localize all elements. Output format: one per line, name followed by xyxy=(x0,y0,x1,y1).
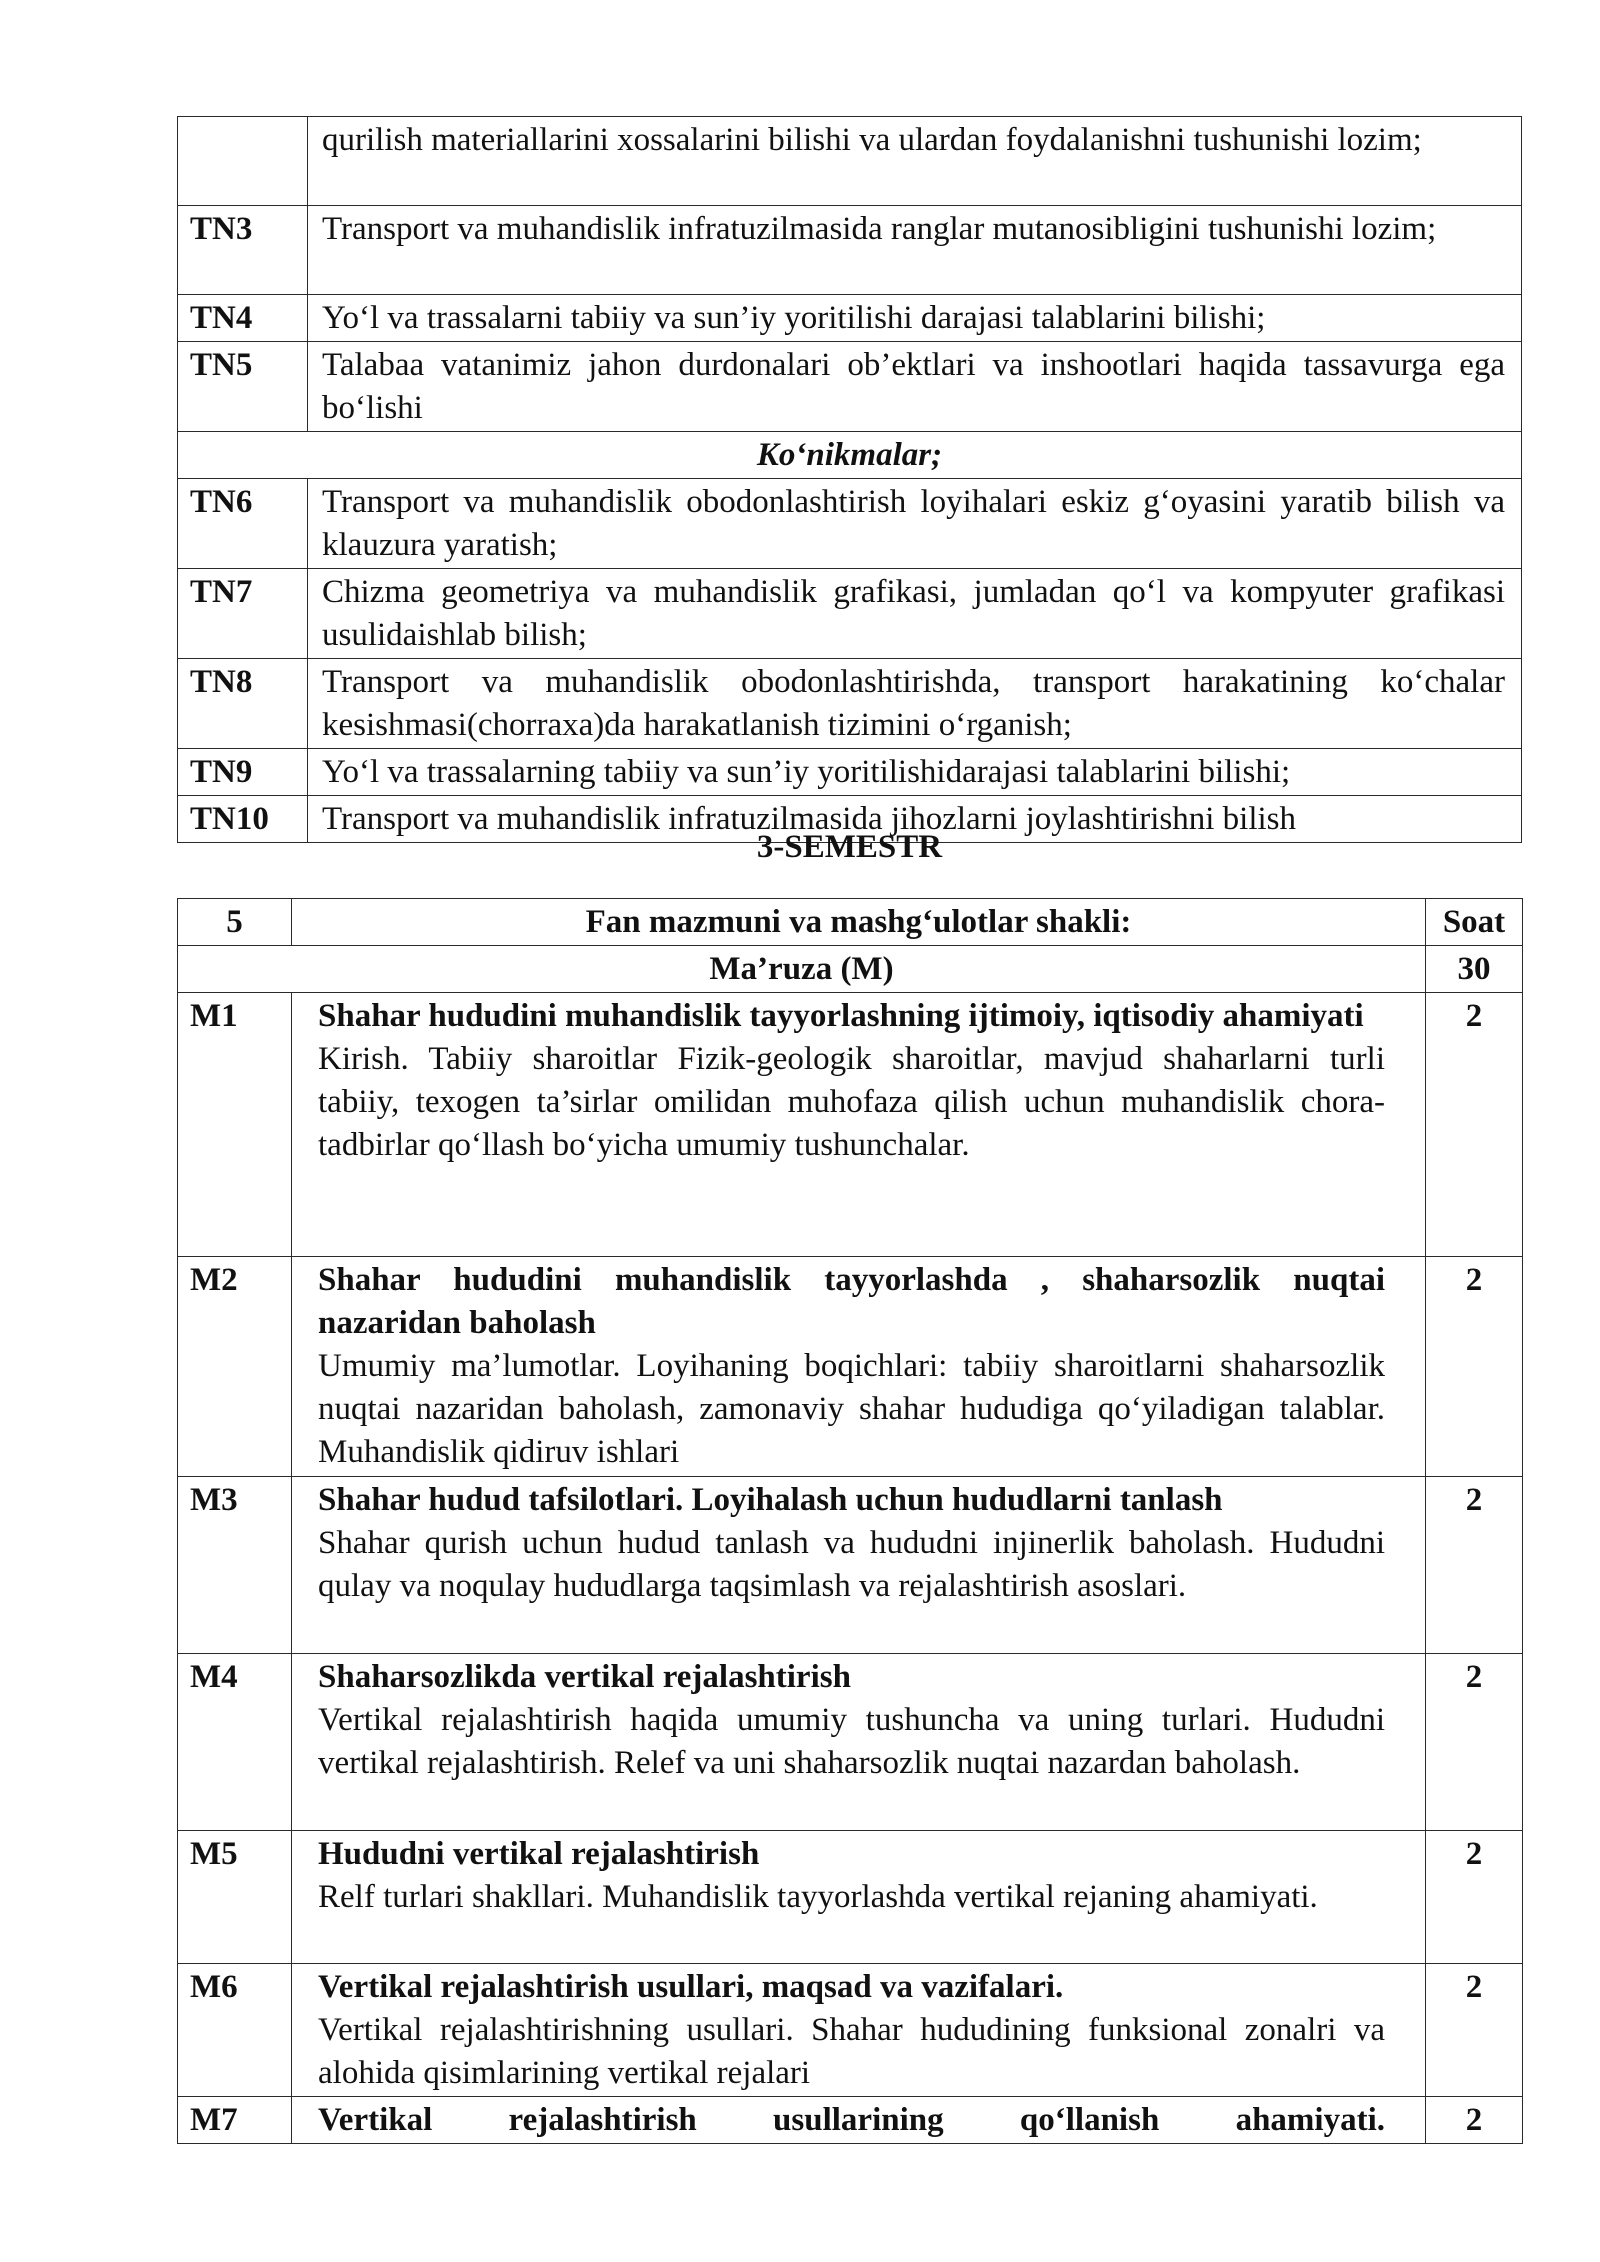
header-content: Fan mazmuni va mashg‘ulotlar shakli: xyxy=(292,899,1426,946)
lecture-title: Shahar hududini muhandislik tayyorlashda , shaharsozlik nuqtai nazaridan baholash xyxy=(318,1262,1385,1341)
lecture-cell xyxy=(292,993,1426,1257)
outcome-code: TN5 xyxy=(178,342,308,432)
outcome-code: TN3 xyxy=(178,206,308,295)
header-hours: Soat xyxy=(1426,899,1523,946)
table-row xyxy=(178,659,1522,749)
lecture-hours: 2 xyxy=(1426,1654,1523,1831)
table-row xyxy=(178,117,1522,206)
lecture-body: Vertikal rejalashtirish haqida umumiy tushuncha va uning turlari. Hududni vertikal rejalashtirish. Relef va uni shaharsozlik nuqtai nazardan baholash. xyxy=(318,1702,1385,1781)
lecture-title: Shahar hudud tafsilotlari. Loyihalash uchun hududlarni tanlash xyxy=(318,1482,1223,1518)
outcome-code: TN6 xyxy=(178,479,308,569)
outcome-code: TN9 xyxy=(178,749,308,796)
lecture-title: Hududni vertikal rejalashtirish xyxy=(318,1836,760,1872)
outcome-text: Yo‘l va trassalarning tabiiy va sun’iy yoritilishidarajasi talablarini bilishi; xyxy=(308,749,1522,796)
outcome-text: Yo‘l va trassalarni tabiiy va sun’iy yoritilishi darajasi talablarini bilishi; xyxy=(308,295,1522,342)
lecture-hours: 2 xyxy=(1426,993,1523,1257)
lecture-code: M5 xyxy=(178,1831,292,1964)
table-row xyxy=(178,1964,1523,2097)
section-row xyxy=(178,432,1522,479)
table-row xyxy=(178,206,1522,295)
lecture-title: Shaharsozlikda vertikal rejalashtirish xyxy=(318,1659,851,1695)
section-hours: 30 xyxy=(1426,946,1523,993)
outcome-text: Transport va muhandislik obodonlashtirishda, transport harakatining ko‘chalar kesishmasi(chorraxa)da harakatlanish tizimini o‘rganish; xyxy=(308,659,1522,749)
lecture-title: Vertikal rejalashtirish usullari, maqsad va vazifalari. xyxy=(318,1969,1064,2005)
outcome-code: TN7 xyxy=(178,569,308,659)
lecture-hours: 2 xyxy=(1426,2097,1523,2144)
lecture-code: M7 xyxy=(178,2097,292,2144)
header-number: 5 xyxy=(178,899,292,946)
table-row xyxy=(178,993,1523,1257)
outcome-code xyxy=(178,117,308,206)
lecture-table xyxy=(177,898,1523,2144)
lecture-cell xyxy=(292,1654,1426,1831)
table-row xyxy=(178,295,1522,342)
lecture-code: M4 xyxy=(178,1654,292,1831)
outcome-code: TN8 xyxy=(178,659,308,749)
lecture-body: Vertikal rejalashtirishning usullari. Shahar hududining funksional zonalri va alohida qisimlarining vertikal rejalari xyxy=(318,2012,1385,2091)
outcome-text: Chizma geometriya va muhandislik grafikasi, jumladan qo‘l va kompyuter grafikasi usulidaishlab bilish; xyxy=(308,569,1522,659)
lecture-code: M2 xyxy=(178,1257,292,1477)
lecture-title: Vertikal rejalashtirish usullarining qo‘llanish ahamiyati. xyxy=(318,2102,1385,2138)
lecture-hours: 2 xyxy=(1426,1831,1523,1964)
table-row xyxy=(178,749,1522,796)
lecture-title: Shahar hududini muhandislik tayyorlashning ijtimoiy, iqtisodiy ahamiyati xyxy=(318,998,1364,1034)
lecture-hours: 2 xyxy=(1426,1257,1523,1477)
table-row xyxy=(178,1257,1523,1477)
header-row xyxy=(178,899,1523,946)
lecture-body: Relf turlari shakllari. Muhandislik tayyorlashda vertikal rejaning ahamiyati. xyxy=(318,1879,1318,1915)
lecture-cell xyxy=(292,1477,1426,1654)
section-label: Ma’ruza (M) xyxy=(178,946,1426,993)
table-row xyxy=(178,479,1522,569)
outcome-text: Transport va muhandislik infratuzilmasida jihozlarni joylashtirishni bilish xyxy=(308,796,1522,843)
section-row xyxy=(178,946,1523,993)
table-row xyxy=(178,1831,1523,1964)
lecture-body: Umumiy ma’lumotlar. Loyihaning boqichlari: tabiiy sharoitlarni shaharsozlik nuqtai nazaridan baholash, zamonaviy shahar hududiga qo‘yiladigan talablar. Muhandislik qidiruv ishlari xyxy=(318,1348,1385,1470)
outcome-code: TN4 xyxy=(178,295,308,342)
lecture-hours: 2 xyxy=(1426,1477,1523,1654)
lecture-body: Shahar qurish uchun hudud tanlash va hududni injinerlik baholash. Hududni qulay va noqulay hududlarga taqsimlash va rejalashtirish asoslari. xyxy=(318,1525,1385,1604)
table-row xyxy=(178,342,1522,432)
lecture-cell xyxy=(292,1257,1426,1477)
outcome-text: Transport va muhandislik obodonlashtirish loyihalari eskiz g‘oyasini yaratib bilish va klauzura yaratish; xyxy=(308,479,1522,569)
table-row xyxy=(178,2097,1523,2144)
lecture-code: M6 xyxy=(178,1964,292,2097)
lecture-cell xyxy=(292,1831,1426,1964)
section-title: Ko‘nikmalar; xyxy=(178,432,1522,479)
learning-outcomes-table xyxy=(177,116,1522,843)
table-row xyxy=(178,1477,1523,1654)
outcome-text: qurilish materiallarini xossalarini bilishi va ulardan foydalanishni tushunishi lozim; xyxy=(308,117,1522,206)
table-row xyxy=(178,569,1522,659)
outcome-text: Talabaa vatanimiz jahon durdonalari ob’ektlari va inshootlari haqida tassavurga ega bo‘lishi xyxy=(308,342,1522,432)
lecture-hours: 2 xyxy=(1426,1964,1523,2097)
lecture-cell xyxy=(292,2097,1426,2144)
table-row xyxy=(178,1654,1523,1831)
lecture-code: M3 xyxy=(178,1477,292,1654)
semester-heading: 3-SEMESTR xyxy=(756,829,943,865)
outcome-code: TN10 xyxy=(178,796,308,843)
lecture-code: M1 xyxy=(178,993,292,1257)
outcome-text: Transport va muhandislik infratuzilmasida ranglar mutanosibligini tushunishi lozim; xyxy=(308,206,1522,295)
lecture-body: Kirish. Tabiiy sharoitlar Fizik-geologik sharoitlar, mavjud shaharlarni turli tabiiy, texogen ta’sirlar omilidan muhofaza qilish uchun muhandislik chora-tadbirlar qo‘llash bo‘yicha umumiy tushunchalar. xyxy=(318,1041,1385,1163)
lecture-cell xyxy=(292,1964,1426,2097)
